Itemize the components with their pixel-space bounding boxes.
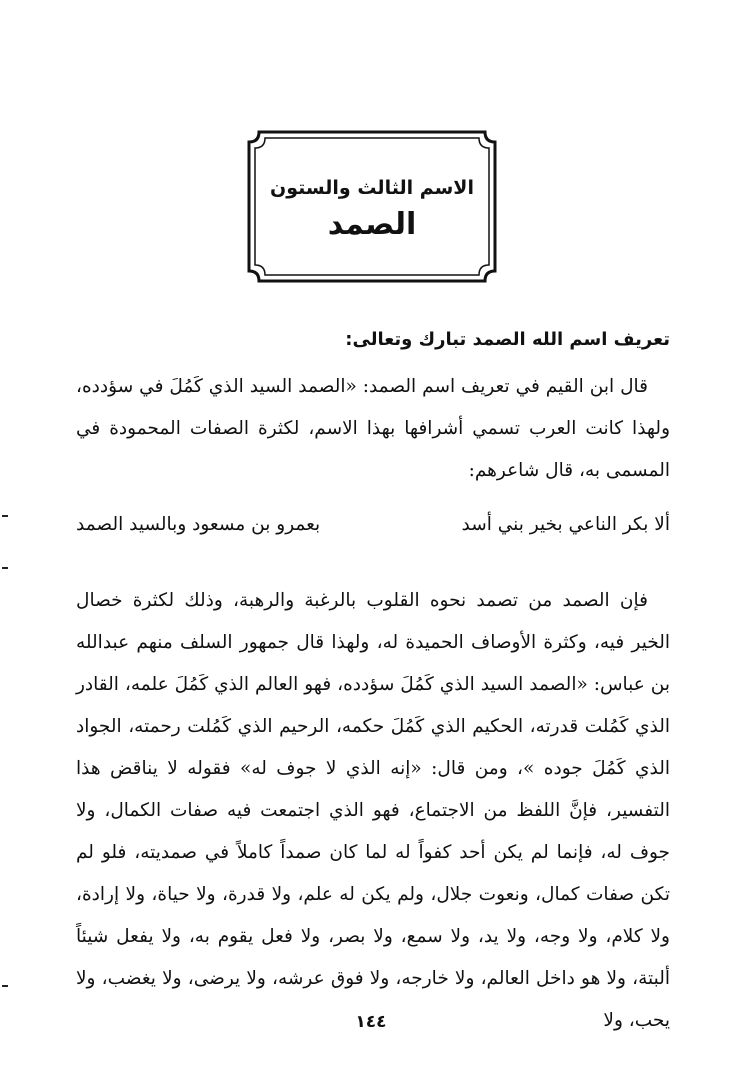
verse-second-hemistich: بعمرو بن مسعود وبالسيد الصمد: [76, 514, 321, 535]
title-frame: [245, 128, 499, 285]
section-heading: تعريف اسم الله الصمد تبارك وتعالى:: [345, 329, 670, 350]
verse-first-hemistich: ألا بكر الناعي بخير بني أسد: [461, 514, 670, 535]
poetry-verse: [76, 504, 670, 546]
margin-mark: [2, 515, 8, 517]
chapter-title: الصمد: [327, 207, 417, 242]
paragraph-intro: قال ابن القيم في تعريف اسم الصمد: «الصمد السيد الذي كَمُلَ في سؤدده، ولهذا كانت العرب تسمي أشرافها بهذا الاسم، لكثرة الصفات المحمودة في المسمى به، قال شاعرهم:: [76, 376, 670, 481]
page-number: ١٤٤: [355, 1012, 387, 1032]
margin-mark: [2, 985, 8, 987]
paragraph-body: فإن الصمد من تصمد نحوه القلوب بالرغبة والرهبة، وذلك لكثرة خصال الخير فيه، وكثرة الأوصاف الحميدة له، ولهذا قال جمهور السلف منهم عبدالله بن عباس: «الصمد السيد الذي كَمُلَ سؤدده، فهو العالم الذي كَمُلَ علمه، القادر الذي كَمُلت قدرته، الحكيم الذي كَمُلَ حكمه، الرحيم الذي كَمُلت رحمته، الجواد الذي كَمُلَ جوده »، ومن قال: «إنه الذي لا جوف له» فقوله لا يناقض هذا التفسير، فإنَّ اللفظ من الاجتماع، فهو الذي اجتمعت فيه صفات الكمال، ولا جوف له، فإنما لم يكن أحد كفواً له لما كان صمداً كاملاً في صمديته، فلو لم تكن صفات كمال، ونعوت جلال، ولم يكن له علم، ولا قدرة، ولا حياة، ولا إرادة، ولا كلام، ولا وجه، ولا يد، ولا سمع، ولا بصر، ولا فعل يقوم به، ولا يفعل شيئاً ألبتة، ولا هو داخل العالم، ولا خارجه، ولا فوق عرشه، ولا يرضى، ولا يغضب، ولا يحب، ولا: [76, 590, 670, 1031]
chapter-subtitle: الاسم الثالث والستون: [270, 177, 474, 199]
margin-mark: [2, 567, 8, 569]
main-text: [76, 322, 670, 1042]
